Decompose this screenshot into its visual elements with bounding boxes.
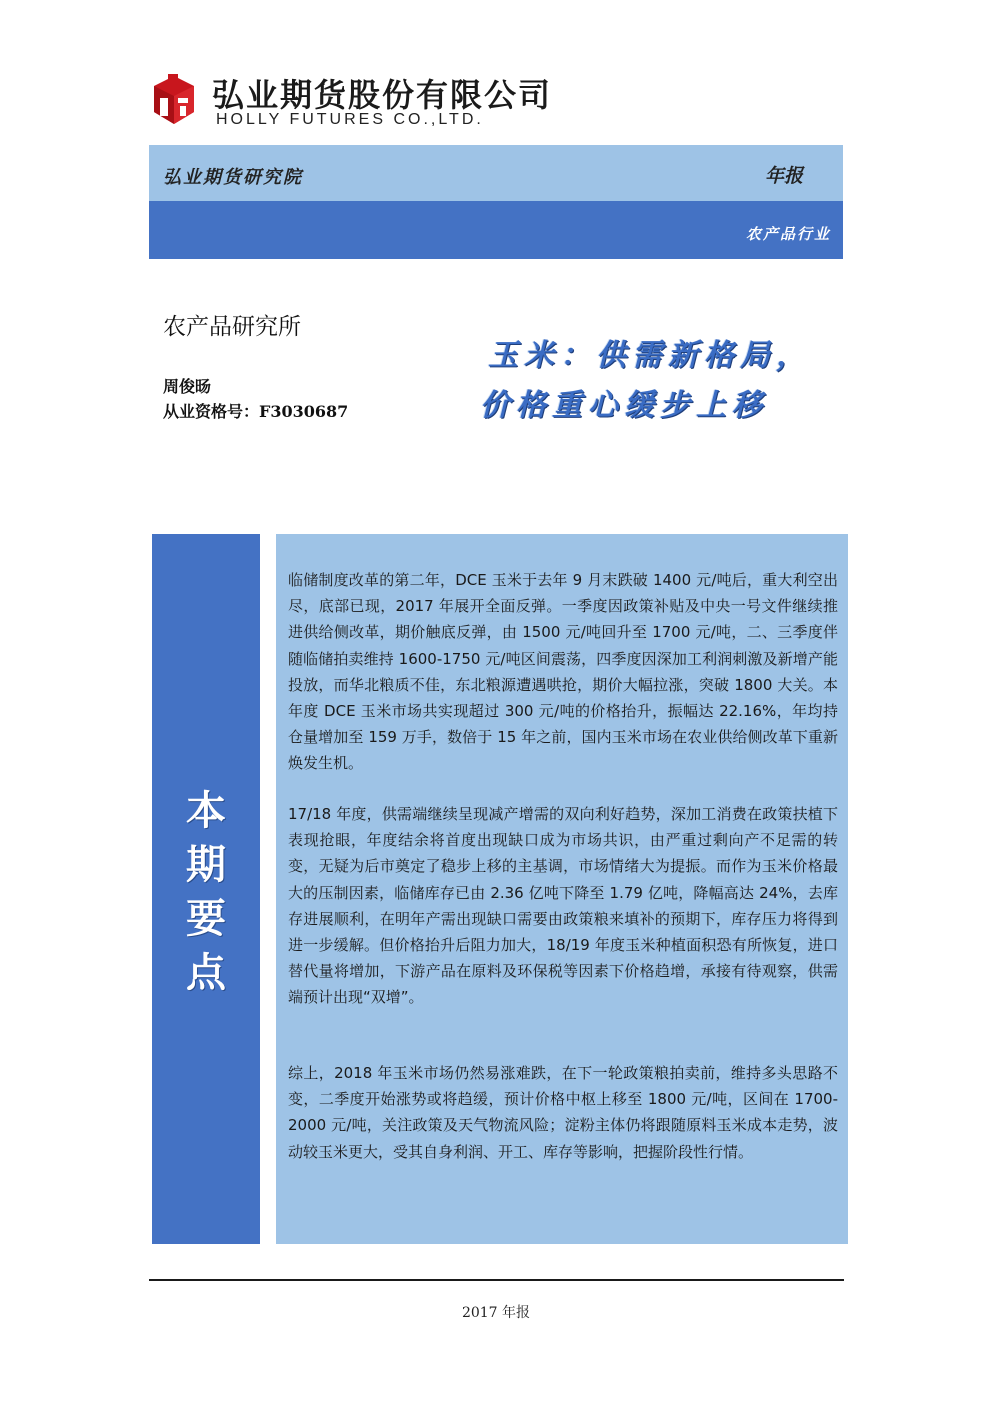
report-type: 年报: [764, 165, 803, 187]
footer-divider: [149, 1279, 844, 1281]
footer-label: 2017 年报: [461, 1305, 531, 1321]
institute-name: 弘业期货研究院: [163, 167, 303, 188]
cube-logo-icon: [150, 68, 196, 130]
company-name-cn: 弘业期货股份有限公司: [212, 76, 553, 114]
department-name: 农产品研究所: [163, 314, 301, 340]
header-band-dark: [149, 201, 843, 259]
author-name: 周俊旸: [163, 377, 212, 396]
summary-panel: [276, 534, 848, 1244]
side-title-text: 本期要点: [186, 788, 226, 996]
summary-paragraph: 综上，2018 年玉米市场仍然易涨难跌，在下一轮政策粮拍卖前，维持多头思路不变，二季度开始涨势或将趋缓，预计价格中枢上移至 1800 元/吨，区间在 1700-2000 元/吨，关注政策及天气物流风险；淀粉主体仍将跟随原料玉米成本走势，波动较玉米更大，受其自身利润、开工、库存等影响，把握阶段性行情。: [288, 1064, 838, 1161]
summary-side-title: [152, 784, 260, 1000]
summary-side-bar: [152, 534, 260, 1244]
headline-line-2: 价格重心缓步上移: [480, 388, 768, 423]
industry-label: 农产品行业: [745, 225, 831, 243]
certificate-number: 从业资格号：F3030687: [163, 402, 349, 421]
summary-paragraph: 临储制度改革的第二年，DCE 玉米于去年 9 月末跌破 1400 元/吨后，重大利空出尽，底部已现，2017 年展开全面反弹。一季度因政策补贴及中央一号文件继续推进供给侧改革，期价触底反弹，由 1500 元/吨回升至 1700 元/吨，二、三季度伴随临储拍卖维持 1600-1750 元/吨区间震荡，四季度因深加工利润刺激及新增产能投放，而华北粮质不佳，东北粮源遭遇哄抢，期价大幅拉涨，突破 1800 大关。本年度 DCE 玉米市场共实现超过 300 元/吨的价格抬升，振幅达 22.16%，年均持仓量增加至 159 万手，数倍于 15 年之前，国内玉米市场在农业供给侧改革下重新焕发生机。: [288, 571, 838, 773]
company-logo: [150, 68, 553, 134]
summary-paragraph: 17/18 年度，供需端继续呈现减产增需的双向利好趋势，深加工消费在政策扶植下表现抢眼，年度结余将首度出现缺口成为市场共识，由严重过剩向产不足需的转变，无疑为后市奠定了稳步上移的主基调，市场情绪大为提振。而作为玉米价格最大的压制因素，临储库存已由 2.36 亿吨下降至 1.79 亿吨，降幅高达 24%，去库存进展顺利，在明年产需出现缺口需要由政策粮来填补的预期下，库存压力将得到进一步缓解。但价格抬升后阻力加大，18/19 年度玉米种植面积恐有所恢复，进口替代量将增加，下游产品在原料及环保税等因素下价格趋增，承接有待观察，供需端预计出现“双增”。: [288, 805, 838, 1007]
headline-line-1: 玉米：供需新格局，: [488, 338, 812, 373]
company-name-en: HOLLY FUTURES CO.,LTD.: [216, 111, 484, 128]
header-band-light: [149, 145, 843, 201]
